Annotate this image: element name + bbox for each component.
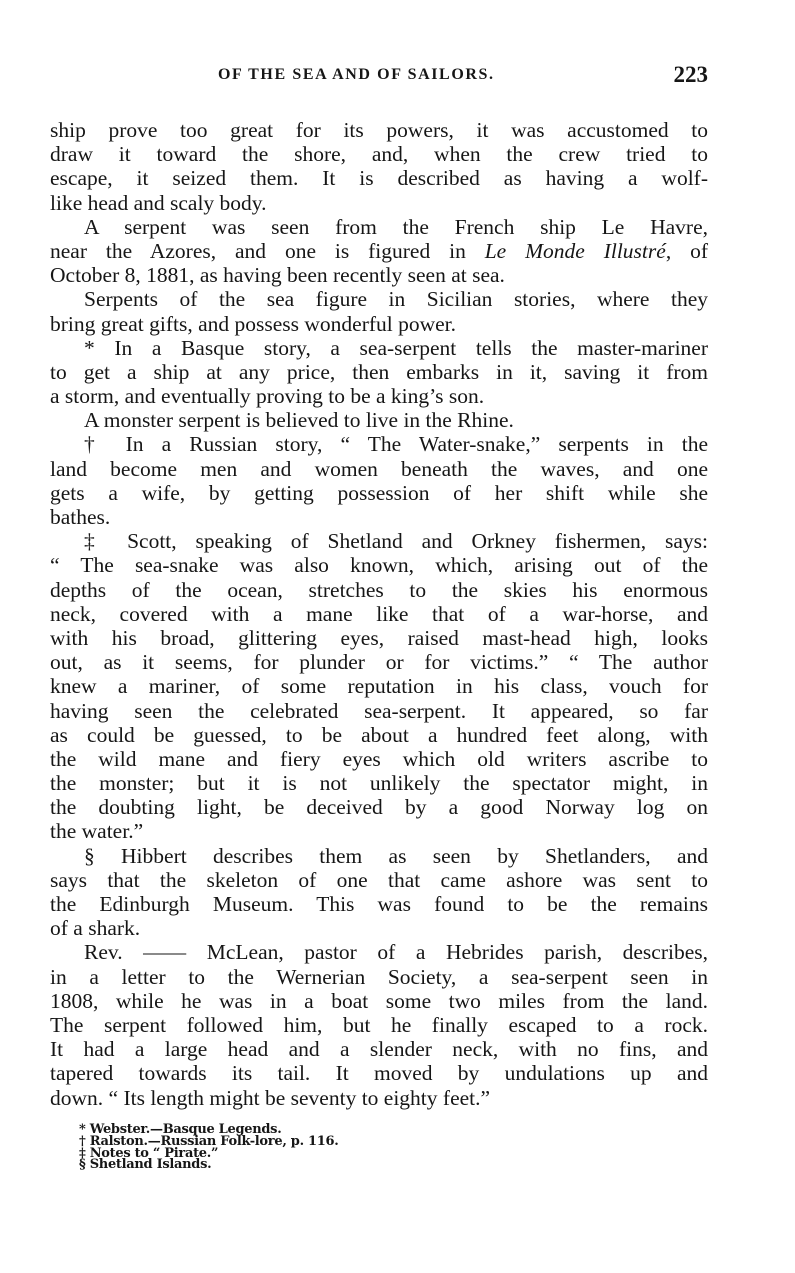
text-line — [50, 1037, 708, 1061]
text-line — [50, 747, 708, 771]
text-line — [50, 1061, 708, 1085]
text-segment: Rev. —— McLean, pastor of a Hebrides parish, describes, — [84, 940, 708, 965]
running-title: OF THE SEA AND OF SAILORS. — [218, 66, 495, 83]
text-line — [50, 384, 708, 408]
text-line — [50, 432, 708, 456]
text-line — [50, 699, 708, 723]
text-line — [50, 118, 708, 142]
footnote: * Webster.—Basque Legends. — [79, 1122, 282, 1137]
text-line — [50, 408, 708, 432]
footnote: ‡ Notes to “ Pirate.” — [79, 1145, 219, 1161]
text-segment: the wild mane and fiery eyes which old writers ascribe to — [50, 746, 708, 771]
text-segment: October 8, 1881, as having been recently seen at sea. — [50, 263, 505, 288]
text-segment: the Edinburgh Museum. This was found to be the remains — [50, 892, 708, 916]
text-line — [50, 795, 708, 819]
text-segment: ship prove too great for its powers, it was accustomed to — [50, 118, 708, 142]
text-segment: land become men and women beneath the waves, and one — [50, 456, 708, 481]
text-line — [50, 578, 708, 602]
text-line — [50, 1086, 708, 1110]
text-segment: bring great gifts, and possess wonderful power. — [50, 311, 457, 336]
footnote: † Ralston.—Russian Folk-lore, p. 116. — [79, 1133, 339, 1149]
footnotes — [79, 1124, 338, 1171]
text-line — [50, 481, 708, 505]
text-line — [50, 626, 708, 650]
text-segment: to get a ship at any price, then embarks in it, saving it from — [50, 359, 708, 384]
text-line — [50, 916, 708, 940]
text-line — [50, 215, 708, 239]
text-line — [50, 965, 708, 989]
text-segment: bathes. — [50, 505, 111, 529]
page-header — [50, 64, 708, 92]
text-line — [50, 771, 708, 795]
text-line — [50, 263, 708, 287]
text-segment: gets a wife, by getting possession of her shift while she — [50, 480, 708, 505]
text-line — [50, 989, 708, 1013]
text-segment: in a letter to the Wernerian Society, a sea-serpent seen in — [50, 964, 708, 989]
text-segment: It had a large head and a slender neck, with no fins, and — [50, 1037, 708, 1062]
text-segment: The serpent followed him, but he finally escaped to a rock. — [50, 1012, 708, 1037]
text-segment: of a shark. — [50, 916, 141, 941]
text-segment: like head and scaly body. — [50, 190, 267, 215]
text-segment: neck, covered with a mane like that of a war-horse, and — [50, 601, 708, 626]
text-segment: out, as it seems, for plunder or for victims.” “ The author — [50, 650, 708, 675]
text-segment: A monster serpent is believed to live in the Rhine. — [84, 408, 514, 433]
text-line — [50, 723, 708, 747]
text-line — [50, 674, 708, 698]
text-line — [50, 457, 708, 481]
text-segment: down. “ Its length might be seventy to eighty feet.” — [50, 1085, 491, 1110]
text-line — [50, 940, 708, 964]
text-segment: the monster; but it is not unlikely the spectator might, in — [50, 771, 708, 796]
text-line — [50, 142, 708, 166]
text-line — [50, 191, 708, 215]
text-segment: the water.” — [50, 819, 144, 844]
text-line — [50, 868, 708, 892]
text-segment: “ The sea-snake was also known, which, arising out of the — [50, 553, 708, 578]
text-line — [50, 844, 708, 868]
footnote: § Shetland Islands. — [79, 1157, 212, 1173]
text-line — [50, 892, 708, 916]
text-segment: with his broad, glittering eyes, raised mast-head high, looks — [50, 625, 708, 650]
body-text — [50, 118, 708, 1110]
text-line — [50, 602, 708, 626]
text-segment: * In a Basque story, a sea-serpent tells the master-mariner — [84, 335, 708, 360]
text-line — [50, 1013, 708, 1037]
text-line — [50, 166, 708, 190]
text-segment: § Hibbert describes them as seen by Shetlanders, and — [84, 843, 708, 868]
text-segment: 1808, while he was in a boat some two miles from the land. — [50, 988, 708, 1013]
text-line — [50, 336, 708, 360]
text-line — [50, 287, 708, 311]
text-line — [50, 529, 708, 553]
text-segment: as could be guessed, to be about a hundred feet along, with — [50, 722, 708, 747]
text-segment: depths of the ocean, stretches to the skies his enormous — [50, 577, 708, 602]
text-segment: the doubting light, be deceived by a good Norway log on — [50, 795, 708, 820]
text-segment: a storm, and eventually proving to be a king’s son. — [50, 384, 485, 409]
text-segment: says that the skeleton of one that came ashore was sent to — [50, 867, 708, 892]
text-segment: knew a mariner, of some reputation in his class, vouch for — [50, 674, 708, 699]
text-line — [50, 650, 708, 674]
text-segment: ‡ Scott, speaking of Shetland and Orkney fishermen, says: — [84, 529, 708, 554]
text-line — [50, 505, 708, 529]
text-segment: tapered towards its tail. It moved by undulations up and — [50, 1061, 708, 1086]
text-line — [50, 360, 708, 384]
text-segment: draw it toward the shore, and, when the crew tried to — [50, 142, 708, 167]
text-line — [50, 553, 708, 577]
text-line — [50, 819, 708, 843]
text-segment: , of — [665, 238, 708, 263]
text-segment: † In a Russian story, “ The Water-snake,” serpents in the — [84, 432, 708, 457]
text-segment: having seen the celebrated sea-serpent. It appeared, so far — [50, 698, 708, 723]
text-line — [50, 239, 708, 263]
page-number: 223 — [673, 62, 708, 87]
text-segment: escape, it seized them. It is described as having a wolf- — [50, 166, 708, 191]
text-segment: A serpent was seen from the French ship Le Havre, — [84, 214, 708, 239]
text-line — [50, 312, 708, 336]
text-segment: Serpents of the sea figure in Sicilian stories, where they — [84, 287, 708, 312]
text-segment: near the Azores, and one is figured in — [50, 238, 485, 263]
italic-title: Le Monde Illustré — [484, 238, 666, 263]
